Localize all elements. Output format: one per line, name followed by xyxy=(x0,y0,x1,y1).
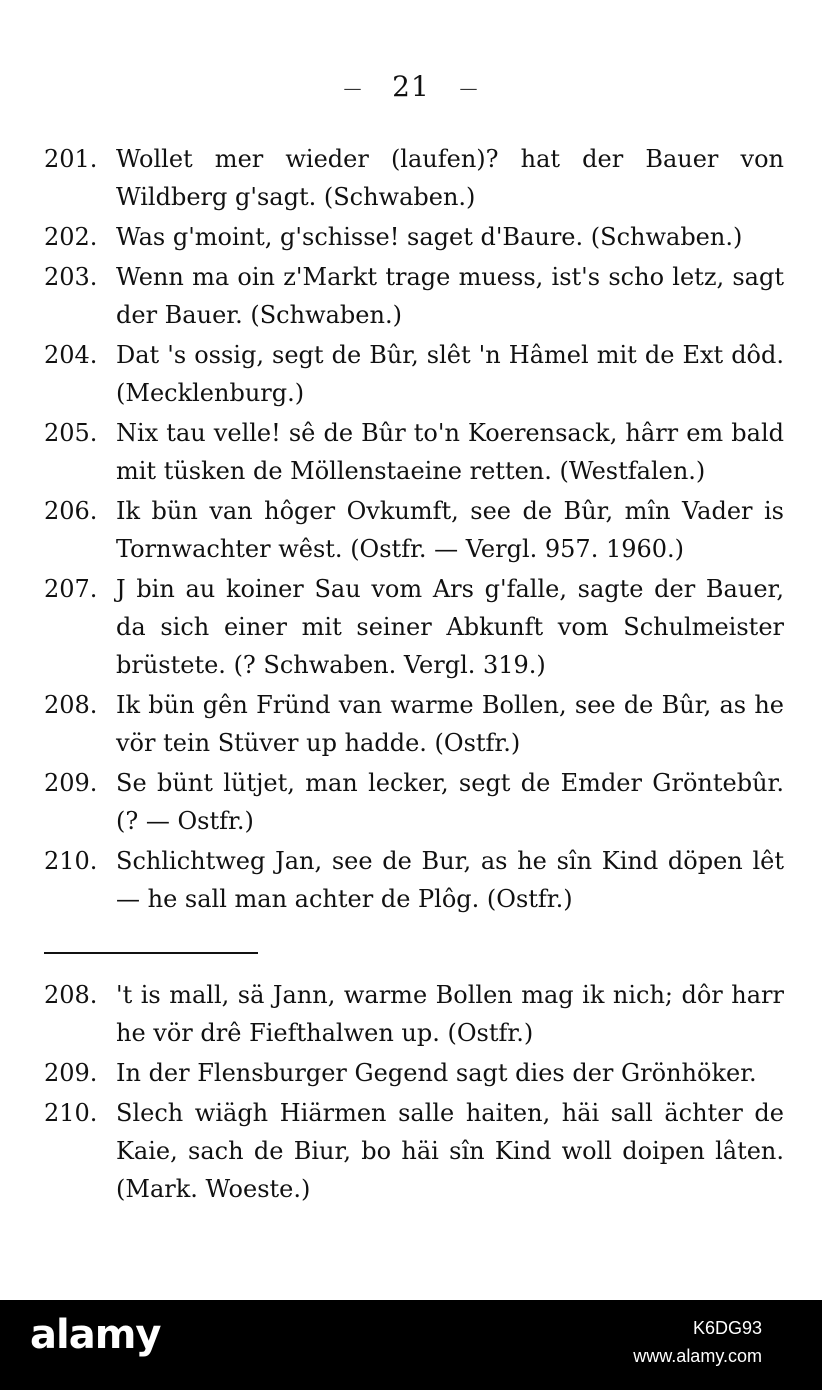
entry-202 xyxy=(44,218,784,256)
entry-203 xyxy=(44,258,784,334)
site-url: www.alamy.com xyxy=(633,1346,762,1366)
footnote-text: In der Flensburger Gegend sagt dies der Grönhöker. xyxy=(116,1059,757,1087)
entry-number: 210. xyxy=(44,847,98,875)
entry-number: 206. xyxy=(44,497,98,525)
entry-text: Ik bün gên Fründ van warme Bollen, see de Bûr, as he vör tein Stüver up hadde. (Ostfr.) xyxy=(116,691,784,757)
footnote-number: 209. xyxy=(44,1059,98,1087)
entry-207 xyxy=(44,570,784,684)
entry-204 xyxy=(44,336,784,412)
page-number xyxy=(0,70,822,103)
entry-208 xyxy=(44,686,784,762)
entry-209 xyxy=(44,764,784,840)
entry-206 xyxy=(44,492,784,568)
footnote-209 xyxy=(44,1054,784,1092)
entry-text: Se bünt lütjet, man lecker, segt de Emder Gröntebûr. (? — Ostfr.) xyxy=(116,769,784,835)
page-number-dash-right: — xyxy=(459,78,479,99)
entry-201 xyxy=(44,140,784,216)
entry-number: 204. xyxy=(44,341,98,369)
footnotes xyxy=(44,976,784,1210)
entry-number: 208. xyxy=(44,691,98,719)
watermark-footer xyxy=(0,1300,822,1390)
entry-text: Nix tau velle! sê de Bûr to'n Koerensack, hârr em bald mit tüsken de Möllenstaeine retten. (Westfalen.) xyxy=(116,419,784,485)
entry-text: Schlichtweg Jan, see de Bur, as he sîn Kind döpen lêt — he sall man achter de Plôg. (Ostfr.) xyxy=(116,847,784,913)
footnote-separator xyxy=(44,952,258,954)
image-code: K6DG93 xyxy=(692,1318,762,1338)
page-number-value: 21 xyxy=(392,70,430,103)
entry-number: 209. xyxy=(44,769,98,797)
entry-number: 201. xyxy=(44,145,98,173)
entry-205 xyxy=(44,414,784,490)
footnote-number: 210. xyxy=(44,1099,98,1127)
entry-number: 205. xyxy=(44,419,98,447)
alamy-logo: alamy xyxy=(30,1312,161,1358)
footnote-text: Slech wiägh Hiärmen salle haiten, häi sall ächter de Kaie, sach de Biur, bo häi sîn Kind woll doipen lâten. (Mark. Woeste.) xyxy=(116,1099,784,1203)
entry-text: Ik bün van hôger Ovkumft, see de Bûr, mîn Vader is Tornwachter wêst. (Ostfr. — Vergl. 957. 1960.) xyxy=(116,497,784,563)
footnote-208 xyxy=(44,976,784,1052)
footnote-number: 208. xyxy=(44,981,98,1009)
proverb-entries xyxy=(44,140,784,920)
entry-text: Wollet mer wieder (laufen)? hat der Bauer von Wildberg g'sagt. (Schwaben.) xyxy=(116,145,784,211)
footnote-text: 't is mall, sä Jann, warme Bollen mag ik nich; dôr harr he vör drê Fiefthalwen up. (Ostfr.) xyxy=(116,981,784,1047)
entry-number: 202. xyxy=(44,223,98,251)
footnote-210 xyxy=(44,1094,784,1208)
entry-text: Was g'moint, g'schisse! saget d'Baure. (Schwaben.) xyxy=(116,223,743,251)
entry-text: J bin au koiner Sau vom Ars g'falle, sagte der Bauer, da sich einer mit seiner Abkunft vom Schulmeister brüstete. (? Schwaben. Vergl. 319.) xyxy=(116,575,784,679)
entry-text: Dat 's ossig, segt de Bûr, slêt 'n Hâmel mit de Ext dôd. (Mecklenburg.) xyxy=(116,341,784,407)
page-number-dash-left: — xyxy=(343,78,363,99)
entry-number: 203. xyxy=(44,263,98,291)
entry-210 xyxy=(44,842,784,918)
entry-text: Wenn ma oin z'Markt trage muess, ist's scho letz, sagt der Bauer. (Schwaben.) xyxy=(116,263,784,329)
entry-number: 207. xyxy=(44,575,98,603)
